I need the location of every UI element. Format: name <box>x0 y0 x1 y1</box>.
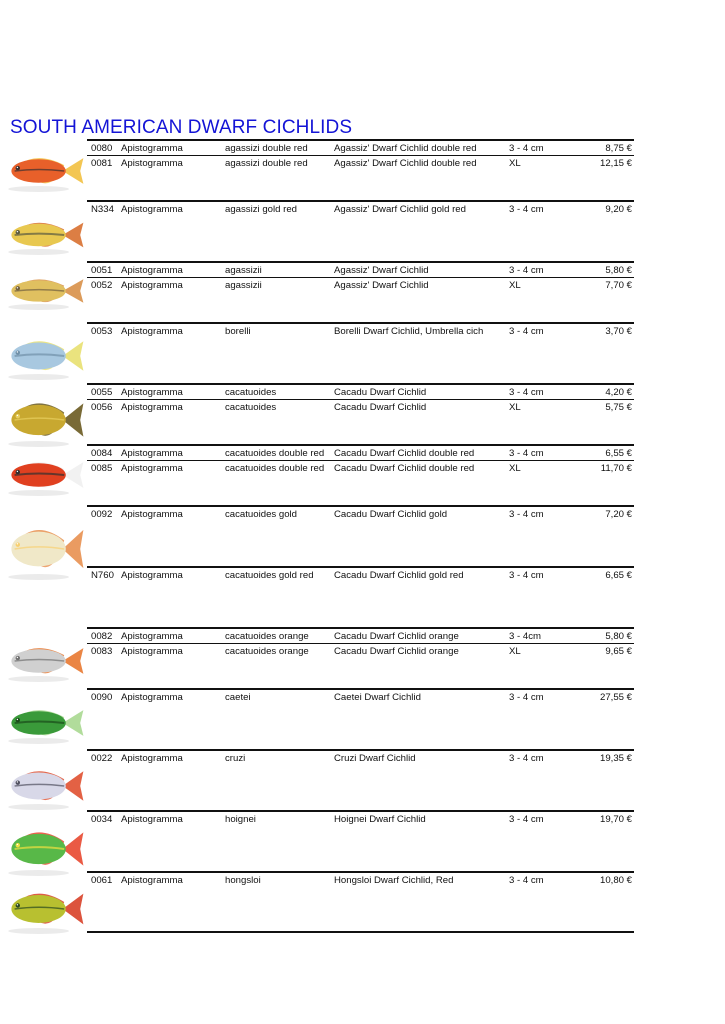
item-code: 0081 <box>91 158 113 169</box>
species: cruzi <box>225 753 246 764</box>
price: 7,70 € <box>605 280 632 291</box>
genus: Apistogramma <box>121 463 183 474</box>
common-name: Cacadu Dwarf Cichlid gold <box>334 509 448 520</box>
table-row <box>0 446 725 461</box>
fish-photo-agassizi-double-red <box>5 150 85 192</box>
fish-photo-borelli <box>5 332 85 380</box>
price: 12,15 € <box>599 158 632 169</box>
genus: Apistogramma <box>121 570 183 581</box>
genus: Apistogramma <box>121 753 183 764</box>
species: cacatuoides <box>225 387 277 398</box>
table-row <box>0 324 725 339</box>
fish-photo-hongsloi <box>5 884 85 934</box>
common-name: Cacadu Dwarf Cichlid double red <box>334 463 475 474</box>
table-row <box>0 385 725 400</box>
common-name: Hoignei Dwarf Cichlid <box>334 814 426 825</box>
common-name: Agassiz' Dwarf Cichlid gold red <box>334 204 466 215</box>
price: 5,80 € <box>605 265 632 276</box>
species: cacatuoides orange <box>225 631 309 642</box>
price: 27,55 € <box>599 692 632 703</box>
size: 3 - 4 cm <box>509 387 544 398</box>
genus: Apistogramma <box>121 509 183 520</box>
common-name: Agassiz' Dwarf Cichlid <box>334 280 429 291</box>
item-code: 0061 <box>91 875 113 886</box>
item-code: 0056 <box>91 402 113 413</box>
species: cacatuoides double red <box>225 463 325 474</box>
genus: Apistogramma <box>121 692 183 703</box>
fish-photo-cruzi <box>5 762 85 810</box>
genus: Apistogramma <box>121 158 183 169</box>
common-name: Cruzi Dwarf Cichlid <box>334 753 416 764</box>
species: agassizi gold red <box>225 204 297 215</box>
table-row <box>0 202 725 217</box>
common-name: Cacadu Dwarf Cichlid <box>334 387 427 398</box>
common-name: Cacadu Dwarf Cichlid gold red <box>334 570 464 581</box>
species: cacatuoides double red <box>225 448 325 459</box>
species: cacatuoides orange <box>225 646 309 657</box>
genus: Apistogramma <box>121 387 183 398</box>
genus: Apistogramma <box>121 204 183 215</box>
table-row <box>0 751 725 766</box>
genus: Apistogramma <box>121 631 183 642</box>
genus: Apistogramma <box>121 402 183 413</box>
price: 6,65 € <box>605 570 632 581</box>
genus: Apistogramma <box>121 448 183 459</box>
price: 9,20 € <box>605 204 632 215</box>
price: 4,20 € <box>605 387 632 398</box>
size: 3 - 4 cm <box>509 692 544 703</box>
size: XL <box>509 158 521 169</box>
item-code: N760 <box>91 570 114 581</box>
price: 19,35 € <box>599 753 632 764</box>
price: 5,80 € <box>605 631 632 642</box>
fish-photo-cacatuoides-orange <box>5 640 85 682</box>
table-row <box>0 873 725 888</box>
fish-photo-cacatuoides <box>5 393 85 447</box>
fish-photo-agassizii <box>5 272 85 310</box>
price: 7,20 € <box>605 509 632 520</box>
price: 10,80 € <box>599 875 632 886</box>
common-name: Cacadu Dwarf Cichlid double red <box>334 448 475 459</box>
genus: Apistogramma <box>121 326 183 337</box>
item-code: 0034 <box>91 814 113 825</box>
table-row <box>0 278 725 293</box>
size: 3 - 4 cm <box>509 448 544 459</box>
size: 3 - 4 cm <box>509 326 544 337</box>
item-code: 0080 <box>91 143 113 154</box>
species: hongsloi <box>225 875 261 886</box>
table-row <box>0 263 725 278</box>
genus: Apistogramma <box>121 143 183 154</box>
item-code: 0053 <box>91 326 113 337</box>
item-code: 0051 <box>91 265 113 276</box>
price: 6,55 € <box>605 448 632 459</box>
price: 8,75 € <box>605 143 632 154</box>
fish-photo-agassizi-gold-red <box>5 215 85 255</box>
price: 3,70 € <box>605 326 632 337</box>
size: 3 - 4 cm <box>509 753 544 764</box>
table-row <box>0 141 725 156</box>
size: XL <box>509 280 521 291</box>
species: borelli <box>225 326 251 337</box>
fish-photo-hoignei <box>5 822 85 876</box>
table-row <box>0 568 725 583</box>
size: 3 - 4cm <box>509 631 541 642</box>
size: 3 - 4 cm <box>509 814 544 825</box>
table-row <box>0 461 725 476</box>
price: 9,65 € <box>605 646 632 657</box>
item-code: 0084 <box>91 448 113 459</box>
item-code: 0090 <box>91 692 113 703</box>
common-name: Hongsloi Dwarf Cichlid, Red <box>334 875 454 886</box>
species: cacatuoides <box>225 402 277 413</box>
common-name: Agassiz' Dwarf Cichlid double red <box>334 158 477 169</box>
genus: Apistogramma <box>121 646 183 657</box>
size: XL <box>509 402 521 413</box>
common-name: Cacadu Dwarf Cichlid orange <box>334 631 459 642</box>
item-code: 0085 <box>91 463 113 474</box>
table-row <box>0 400 725 415</box>
table-row <box>0 644 725 659</box>
size: 3 - 4 cm <box>509 265 544 276</box>
item-code: 0022 <box>91 753 113 764</box>
species: agassizi double red <box>225 143 308 154</box>
size: 3 - 4 cm <box>509 570 544 581</box>
common-name: Cacadu Dwarf Cichlid <box>334 402 427 413</box>
table-row <box>0 156 725 171</box>
table-row <box>0 812 725 827</box>
species: hoignei <box>225 814 256 825</box>
size: XL <box>509 463 521 474</box>
size: XL <box>509 646 521 657</box>
species: cacatuoides gold red <box>225 570 314 581</box>
common-name: Agassiz' Dwarf Cichlid double red <box>334 143 477 154</box>
genus: Apistogramma <box>121 280 183 291</box>
price: 5,75 € <box>605 402 632 413</box>
species: agassizii <box>225 280 262 291</box>
species: agassizii <box>225 265 262 276</box>
item-code: N334 <box>91 204 114 215</box>
page-title: SOUTH AMERICAN DWARF CICHLIDS <box>10 117 353 138</box>
fish-photo-cacatuoides-double-red <box>5 454 85 496</box>
price: 19,70 € <box>599 814 632 825</box>
item-code: 0083 <box>91 646 113 657</box>
item-code: 0092 <box>91 509 113 520</box>
item-code: 0055 <box>91 387 113 398</box>
size: 3 - 4 cm <box>509 509 544 520</box>
common-name: Borelli Dwarf Cichlid, Umbrella cich <box>334 326 484 337</box>
price: 11,70 € <box>600 463 632 474</box>
genus: Apistogramma <box>121 875 183 886</box>
common-name: Agassiz' Dwarf Cichlid <box>334 265 429 276</box>
common-name: Caetei Dwarf Cichlid <box>334 692 421 703</box>
common-name: Cacadu Dwarf Cichlid orange <box>334 646 459 657</box>
genus: Apistogramma <box>121 814 183 825</box>
fish-photo-caetei <box>5 702 85 744</box>
species: cacatuoides gold <box>225 509 298 520</box>
table-row <box>0 507 725 522</box>
item-code: 0052 <box>91 280 113 291</box>
item-code: 0082 <box>91 631 113 642</box>
species: agassizi double red <box>225 158 308 169</box>
size: 3 - 4 cm <box>509 204 544 215</box>
table-row <box>0 690 725 705</box>
species: caetei <box>225 692 251 703</box>
genus: Apistogramma <box>121 265 183 276</box>
table-row <box>0 629 725 644</box>
size: 3 - 4 cm <box>509 143 544 154</box>
size: 3 - 4 cm <box>509 875 544 886</box>
table-bottom-rule <box>87 931 634 933</box>
